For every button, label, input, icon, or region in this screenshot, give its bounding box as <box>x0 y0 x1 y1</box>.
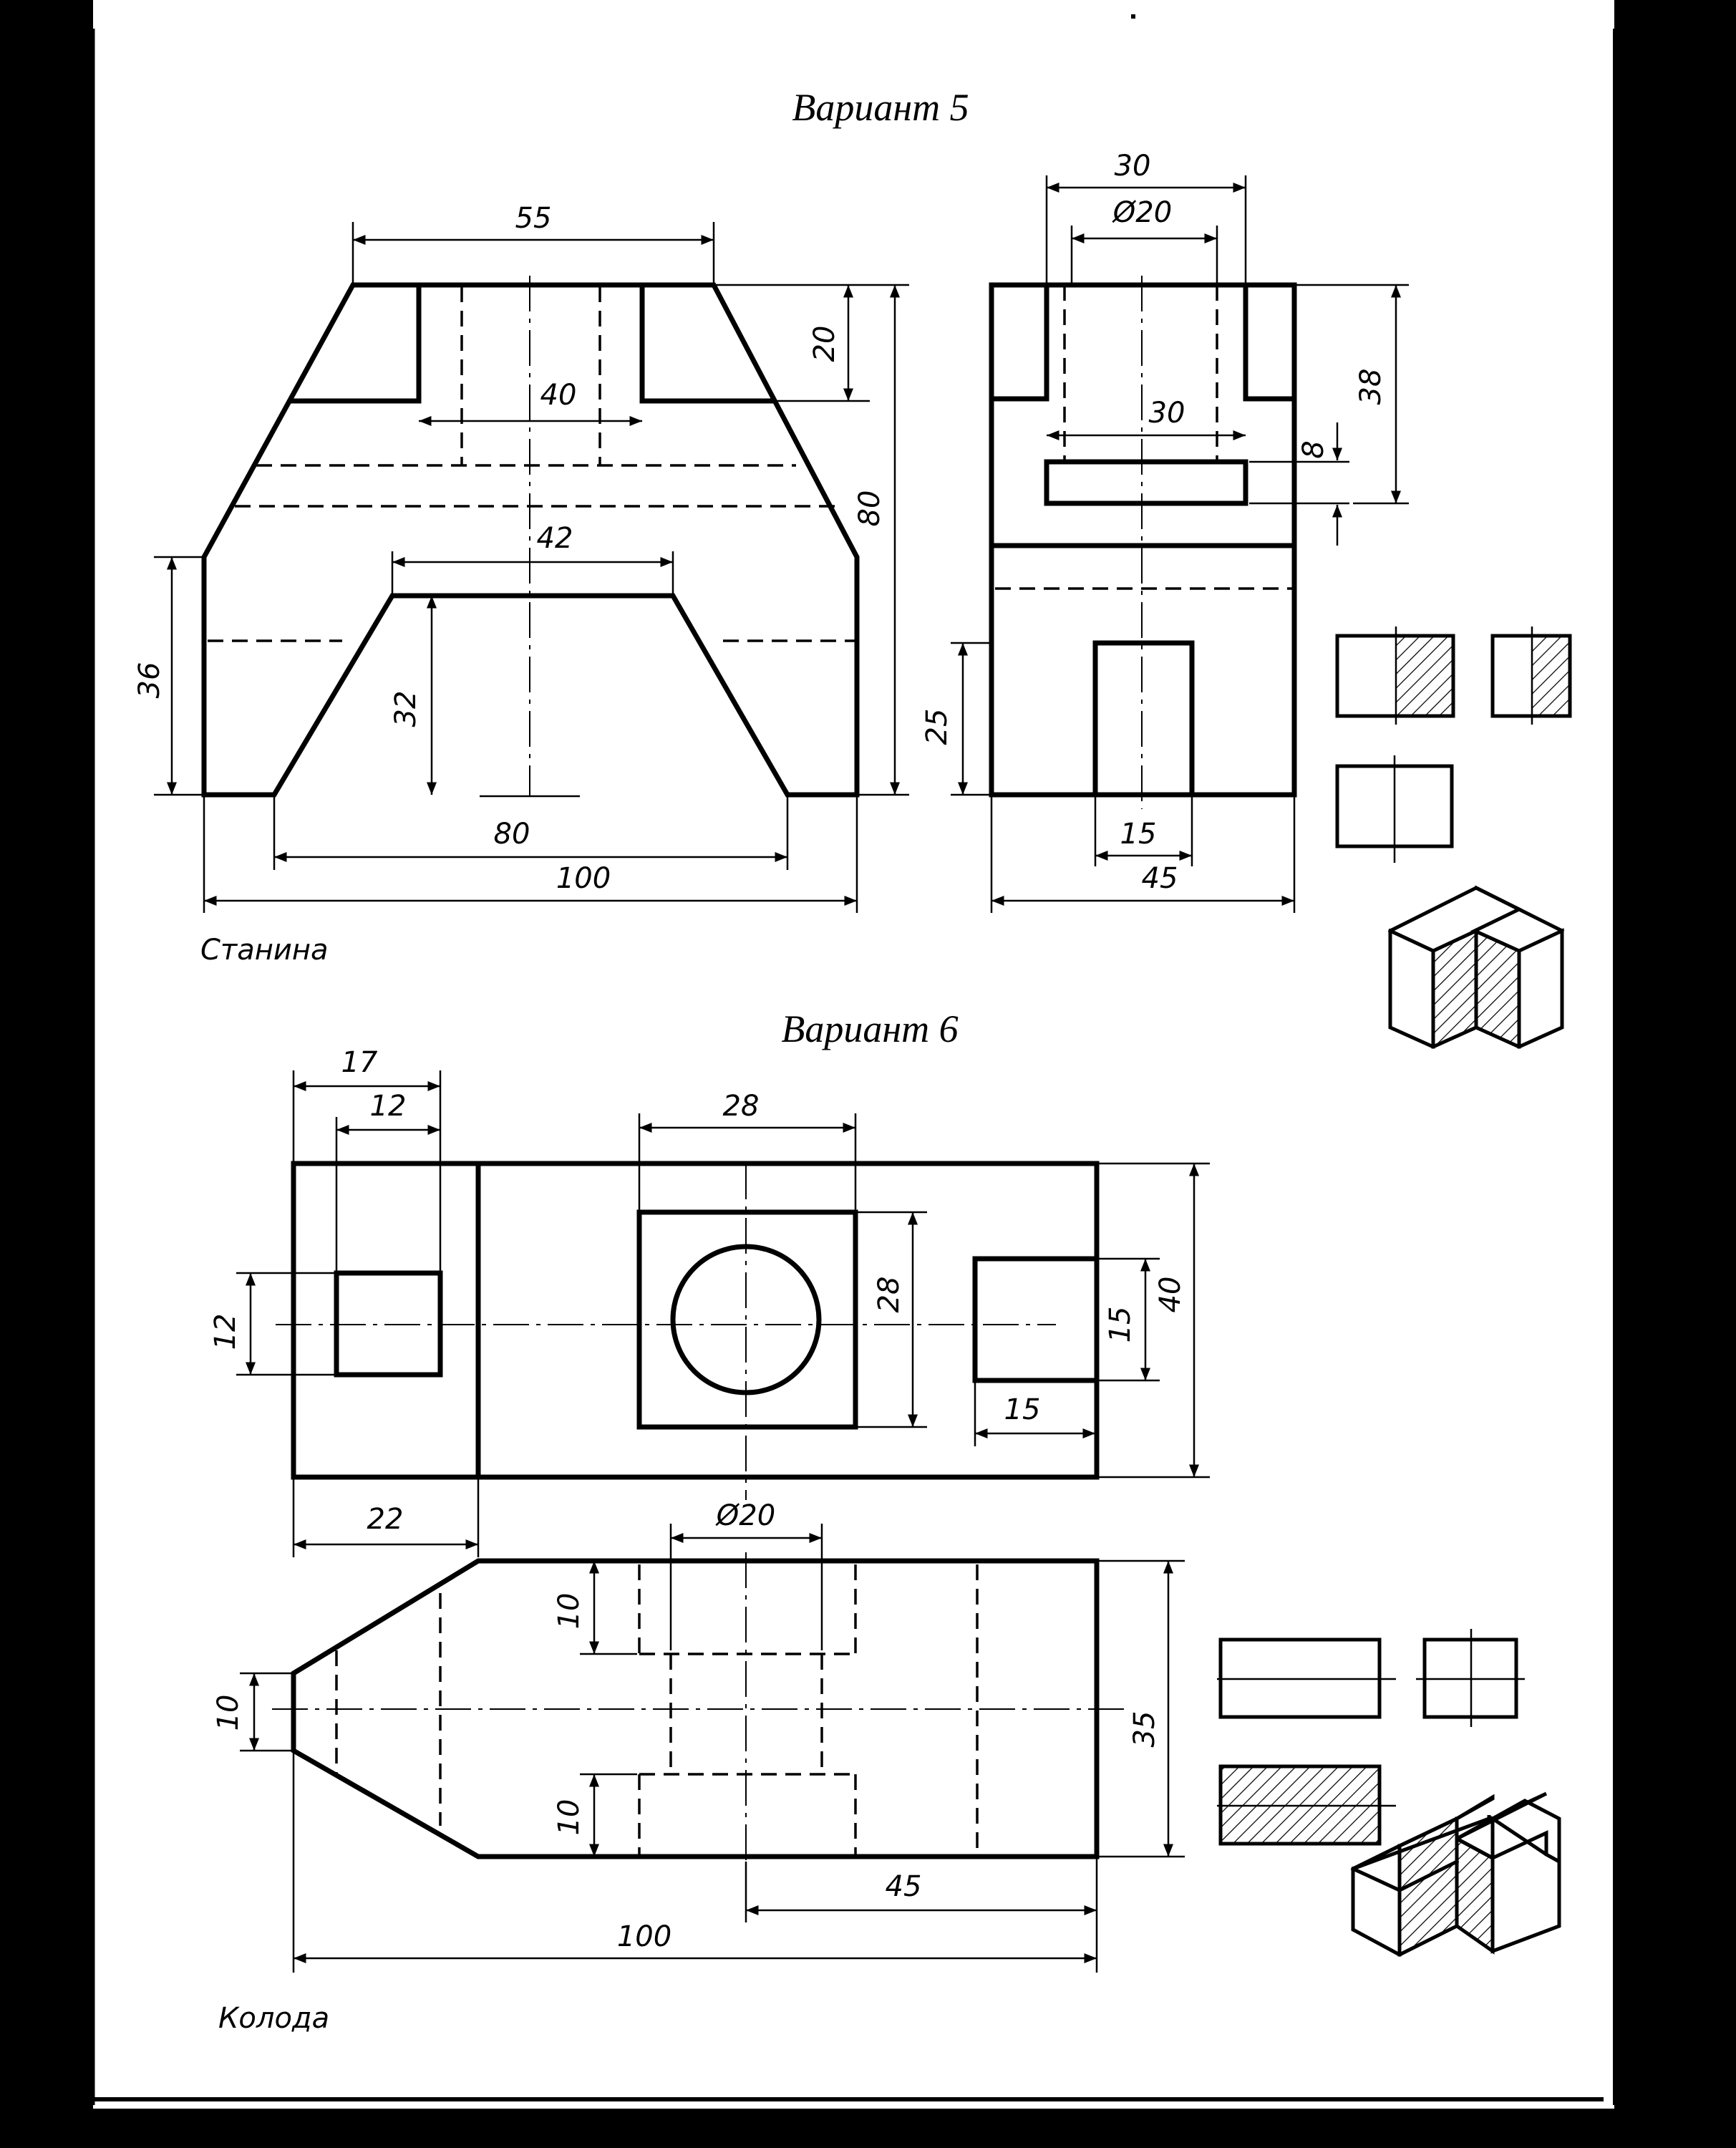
dim-10-upper: 10 <box>553 1592 586 1630</box>
dim-40: 40 <box>540 379 577 412</box>
dim-55: 55 <box>515 202 552 235</box>
dim-28-vertical: 28 <box>873 1276 906 1313</box>
dim-28-top: 28 <box>722 1090 760 1123</box>
dim-20: 20 <box>808 325 841 362</box>
dim-8: 8 <box>1297 440 1330 459</box>
dim-40-vertical: 40 <box>1154 1276 1187 1313</box>
dim-25: 25 <box>921 708 954 745</box>
dim-100: 100 <box>556 862 611 895</box>
variant6-title: Вариант 6 <box>781 1007 959 1050</box>
dim-15-horizontal: 15 <box>1004 1393 1041 1426</box>
dim-phi20: Ø20 <box>1112 196 1173 229</box>
dim-15-vertical: 15 <box>1104 1306 1137 1343</box>
dim-45-v6: 45 <box>885 1870 922 1903</box>
dim-80-vertical: 80 <box>853 490 886 527</box>
dim-10-left: 10 <box>212 1694 245 1731</box>
variant5-title: Вариант 5 <box>792 86 969 129</box>
dim-80-horizontal: 80 <box>493 818 530 851</box>
dim-12: 12 <box>369 1090 407 1123</box>
dim-10-lower: 10 <box>553 1799 586 1836</box>
dim-36: 36 <box>133 662 166 699</box>
dim-38: 38 <box>1354 368 1387 405</box>
variant5-part-name: Станина <box>200 934 329 967</box>
dim-35: 35 <box>1128 1711 1161 1748</box>
dim-42: 42 <box>536 522 573 555</box>
paper <box>93 0 1614 2109</box>
dim-32: 32 <box>389 690 422 727</box>
dim-22: 22 <box>367 1503 404 1536</box>
variant6-part-name: Колода <box>218 2002 330 2035</box>
dim-12-vertical: 12 <box>209 1313 242 1350</box>
dim-100-v6: 100 <box>616 1920 672 1953</box>
dim-30-top: 30 <box>1114 150 1151 183</box>
dim-45: 45 <box>1141 862 1178 895</box>
dim-17: 17 <box>341 1046 378 1079</box>
dim-phi20-v6: Ø20 <box>716 1499 776 1532</box>
dim-15: 15 <box>1120 818 1157 851</box>
dim-30-middle: 30 <box>1148 397 1185 430</box>
scan-speck <box>1131 14 1135 19</box>
